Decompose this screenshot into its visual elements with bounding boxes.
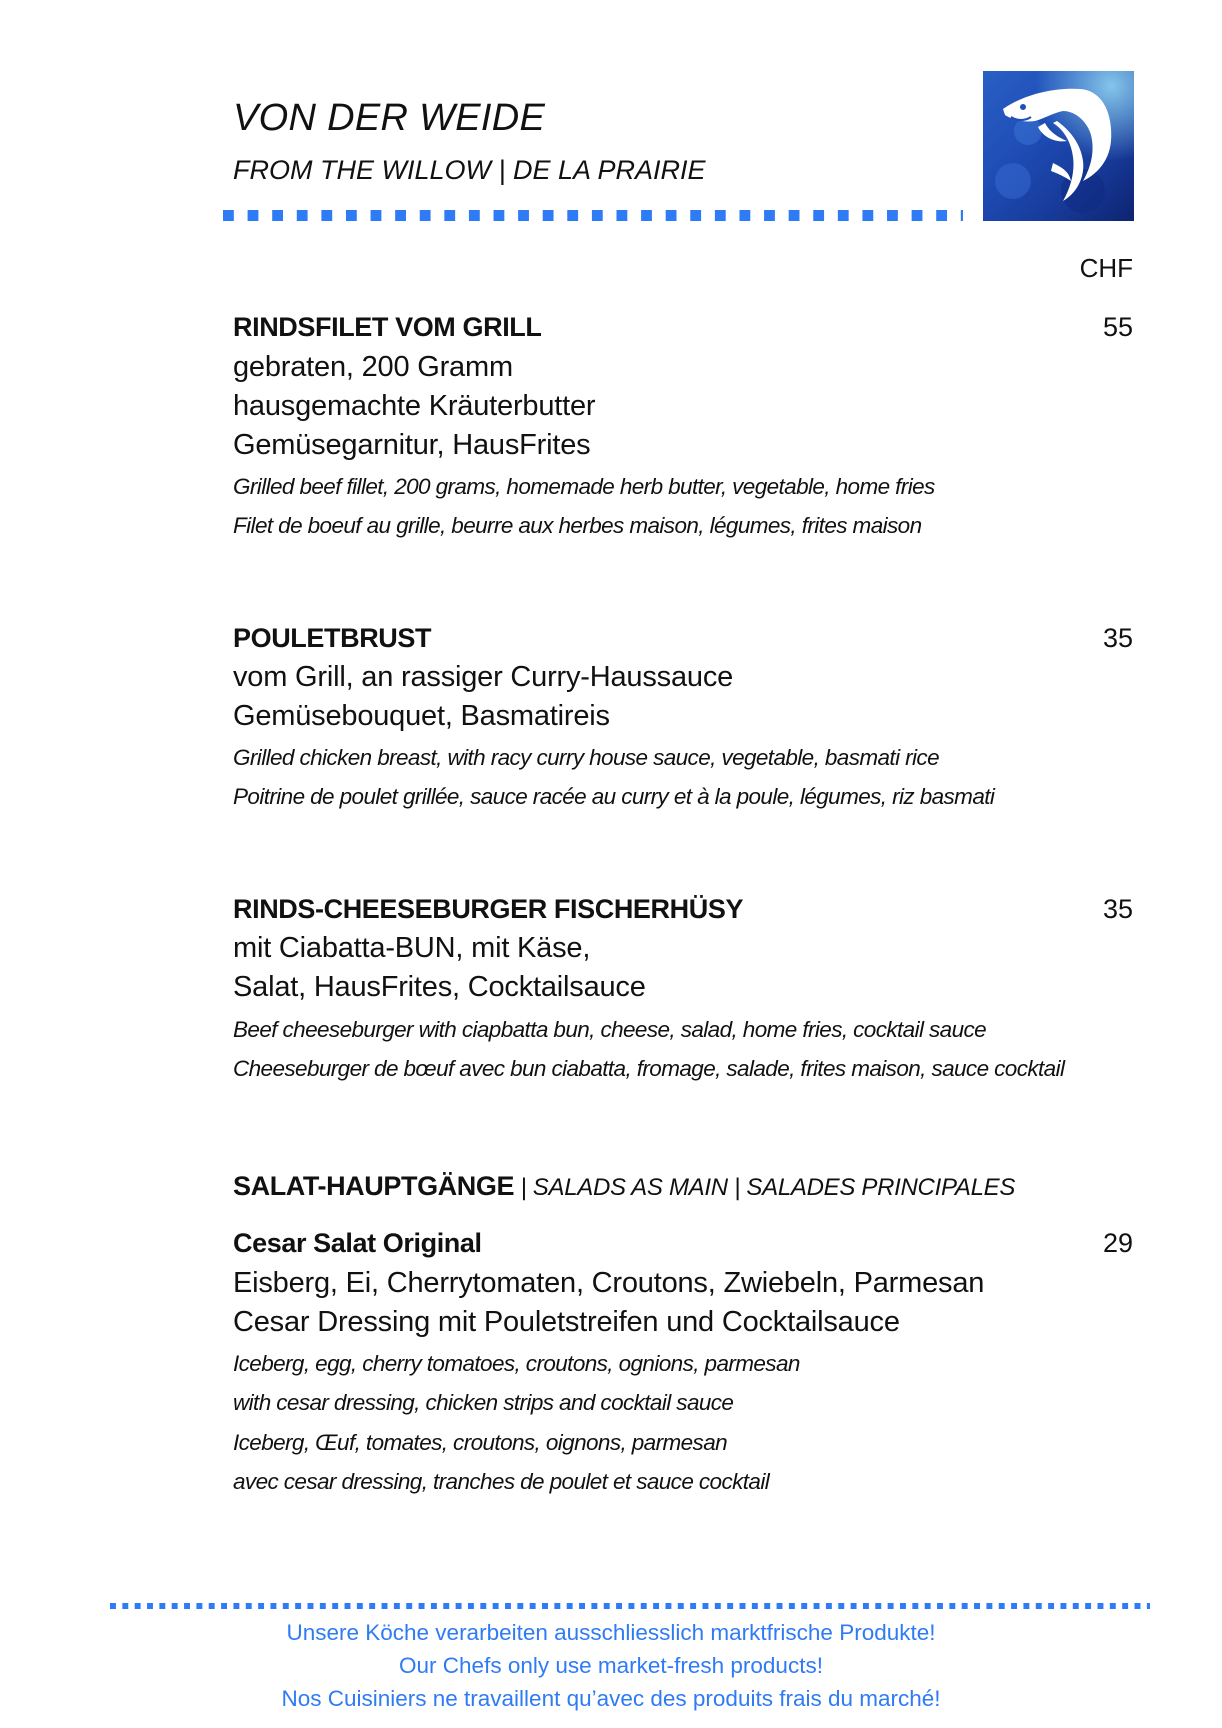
- menu-item-description-fr: Cheeseburger de bœuf avec bun ciabatta, fromage, salade, frites maison, sauce cocktail: [233, 1056, 1065, 1081]
- menu-item-description-de: Gemüsegarnitur, HausFrites: [233, 429, 591, 461]
- menu-item-description-de: Cesar Dressing mit Pouletstreifen und Cocktailsauce: [233, 1306, 900, 1338]
- menu-item-description-de: Eisberg, Ei, Cherrytomaten, Croutons, Zwiebeln, Parmesan: [233, 1267, 985, 1299]
- menu-item-description-de: mit Ciabatta-BUN, mit Käse,: [233, 932, 591, 964]
- section-heading: [233, 1170, 1015, 1204]
- page-subtitle: FROM THE WILLOW | DE LA PRAIRIE: [233, 155, 706, 185]
- menu-item-description-de: gebraten, 200 Gramm: [233, 351, 513, 383]
- menu-item-description-fr: avec cesar dressing, tranches de poulet et sauce cocktail: [233, 1469, 770, 1494]
- section-heading-translations: | SALADS AS MAIN | SALADES PRINCIPALES: [514, 1174, 1016, 1201]
- footer-note-en: Our Chefs only use market-fresh products!: [399, 1653, 823, 1678]
- menu-item-title: POULETBRUST: [233, 623, 432, 653]
- footer-dotted-divider: [110, 1603, 1150, 1609]
- footer-note-de: Unsere Köche verarbeiten ausschliesslich marktfrische Produkte!: [286, 1620, 936, 1645]
- menu-item-title: RINDSFILET VOM GRILL: [233, 312, 542, 342]
- footer-note-fr: Nos Cuisiniers ne travaillent qu’avec des produits frais du marché!: [281, 1686, 941, 1711]
- menu-item-description-en: Grilled beef fillet, 200 grams, homemade herb butter, vegetable, home fries: [233, 474, 935, 499]
- menu-item-description-de: hausgemachte Kräuterbutter: [233, 390, 596, 422]
- menu-item-title: RINDS-CHEESEBURGER FISCHERHÜSY: [233, 894, 744, 924]
- menu-item-description-fr: Filet de boeuf au grille, beurre aux herbes maison, légumes, frites maison: [233, 513, 922, 538]
- menu-item-description-fr: Iceberg, Œuf, tomates, croutons, oignons, parmesan: [233, 1430, 728, 1455]
- leaping-fish-icon: [983, 71, 1134, 221]
- menu-item-price: 35: [1102, 894, 1133, 924]
- menu-item-description-fr: Poitrine de poulet grillée, sauce racée au curry et à la poule, légumes, riz basmati: [233, 784, 995, 809]
- menu-item-description-de: Gemüsebouquet, Basmatireis: [233, 700, 610, 732]
- menu-item-description-en: Beef cheeseburger with ciapbatta bun, cheese, salad, home fries, cocktail sauce: [233, 1017, 987, 1042]
- page-title: VON DER WEIDE: [233, 97, 546, 139]
- menu-item-price: 35: [1102, 623, 1133, 653]
- menu-item-price: 29: [1102, 1228, 1133, 1258]
- menu-item-price: 55: [1102, 312, 1133, 342]
- currency-label: CHF: [1079, 253, 1133, 283]
- menu-item-title: Cesar Salat Original: [233, 1228, 482, 1258]
- section-heading-de: SALAT-HAUPTGÄNGE: [233, 1171, 515, 1201]
- menu-item-description-de: vom Grill, an rassiger Curry-Haussauce: [233, 661, 734, 693]
- menu-item-description-en: with cesar dressing, chicken strips and cocktail sauce: [233, 1390, 734, 1415]
- menu-item-description-de: Salat, HausFrites, Cocktailsauce: [233, 971, 646, 1003]
- menu-item-description-en: Iceberg, egg, cherry tomatoes, croutons, ognions, parmesan: [233, 1351, 800, 1376]
- menu-item-description-en: Grilled chicken breast, with racy curry house sauce, vegetable, basmati rice: [233, 745, 939, 770]
- header-dotted-divider: [223, 210, 963, 221]
